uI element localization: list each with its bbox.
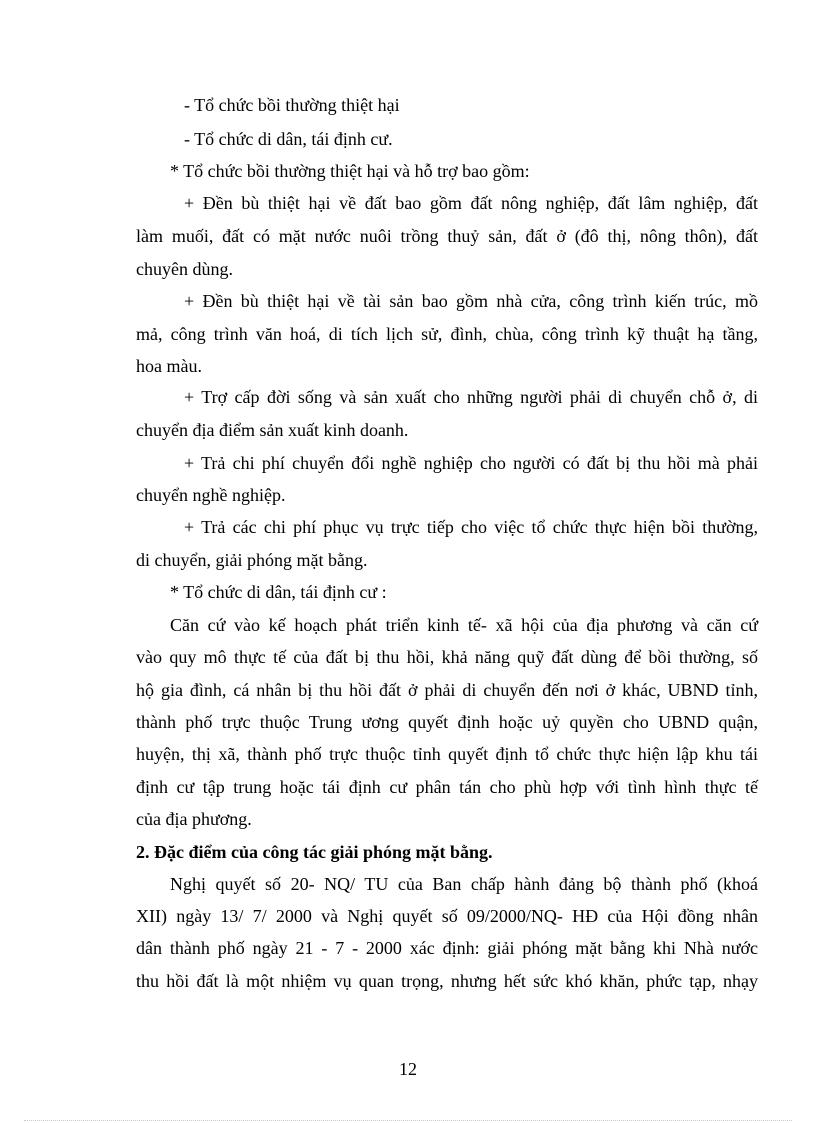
paragraph-line: chuyên dùng.	[136, 259, 233, 279]
paragraph-line: Căn cứ vào kế hoạch phát triển kinh tế- xã hội của địa phương và căn cứ	[170, 615, 758, 635]
paragraph-line: của địa phương.	[136, 809, 252, 829]
list-item-relocation: - Tổ chức di dân, tái định cư.	[184, 129, 393, 149]
section-title: 2. Đặc điểm của công tác giải phóng mặt bằng.	[136, 842, 493, 862]
paragraph-line: làm muối, đất có mặt nước nuôi trồng thuỷ sản, đất ở (đô thị, nông thôn), đất	[136, 226, 758, 246]
paragraph-line: huyện, thị xã, thành phố trực thuộc tỉnh quyết định tổ chức thực hiện lập khu tái	[136, 744, 758, 764]
page-bottom-divider	[24, 1120, 792, 1121]
paragraph-line: + Trợ cấp đời sống và sản xuất cho những người phải di chuyển chỗ ở, di	[184, 387, 758, 407]
paragraph-line: vào quy mô thực tế của đất bị thu hồi, khả năng quỹ đất dùng để bồi thường, số	[136, 647, 758, 667]
paragraph-line: mả, công trình văn hoá, di tích lịch sử, đình, chùa, công trình kỹ thuật hạ tầng,	[136, 324, 758, 344]
paragraph-line: chuyển địa điểm sản xuất kinh doanh.	[136, 420, 409, 440]
section-heading-compensation: * Tổ chức bồi thường thiệt hại và hỗ trợ bao gồm:	[170, 161, 530, 181]
paragraph-line: Nghị quyết số 20- NQ/ TU của Ban chấp hành đảng bộ thành phố (khoá	[170, 874, 758, 894]
paragraph-line: + Đền bù thiệt hại về đất bao gồm đất nông nghiệp, đất lâm nghiệp, đất	[184, 193, 758, 213]
paragraph-line: XII) ngày 13/ 7/ 2000 và Nghị quyết số 09/2000/NQ- HĐ của Hội đồng nhân	[136, 906, 758, 926]
paragraph-line: + Đền bù thiệt hại về tài sản bao gồm nhà cửa, công trình kiến trúc, mồ	[184, 291, 758, 311]
paragraph-line: chuyển nghề nghiệp.	[136, 485, 286, 505]
paragraph-line: hoa màu.	[136, 356, 202, 376]
paragraph-line: + Trả chi phí chuyển đổi nghề nghiệp cho người có đất bị thu hồi mà phải	[184, 453, 758, 473]
paragraph-line: + Trả các chi phí phục vụ trực tiếp cho việc tổ chức thực hiện bồi thường,	[184, 517, 758, 537]
paragraph-line: định cư tập trung hoặc tái định cư phân tán cho phù hợp với tình hình thực tế	[136, 777, 758, 797]
list-item-compensation: - Tổ chức bồi thường thiệt hại	[184, 95, 400, 115]
paragraph-line: thành phố trực thuộc Trung ương quyết định hoặc uỷ quyền cho UBND quận,	[136, 712, 758, 732]
paragraph-line: di chuyển, giải phóng mặt bằng.	[136, 550, 368, 570]
paragraph-line: hộ gia đình, cá nhân bị thu hồi đất ở phải di chuyển đến nơi ở khác, UBND tỉnh,	[136, 680, 758, 700]
paragraph-line: thu hồi đất là một nhiệm vụ quan trọng, nhưng hết sức khó khăn, phức tạp, nhạy	[136, 971, 758, 991]
paragraph-line: dân thành phố ngày 21 - 7 - 2000 xác định: giải phóng mặt bằng khi Nhà nước	[136, 938, 758, 958]
section-heading-relocation: * Tổ chức di dân, tái định cư :	[170, 582, 387, 602]
page-number: 12	[399, 1059, 417, 1079]
